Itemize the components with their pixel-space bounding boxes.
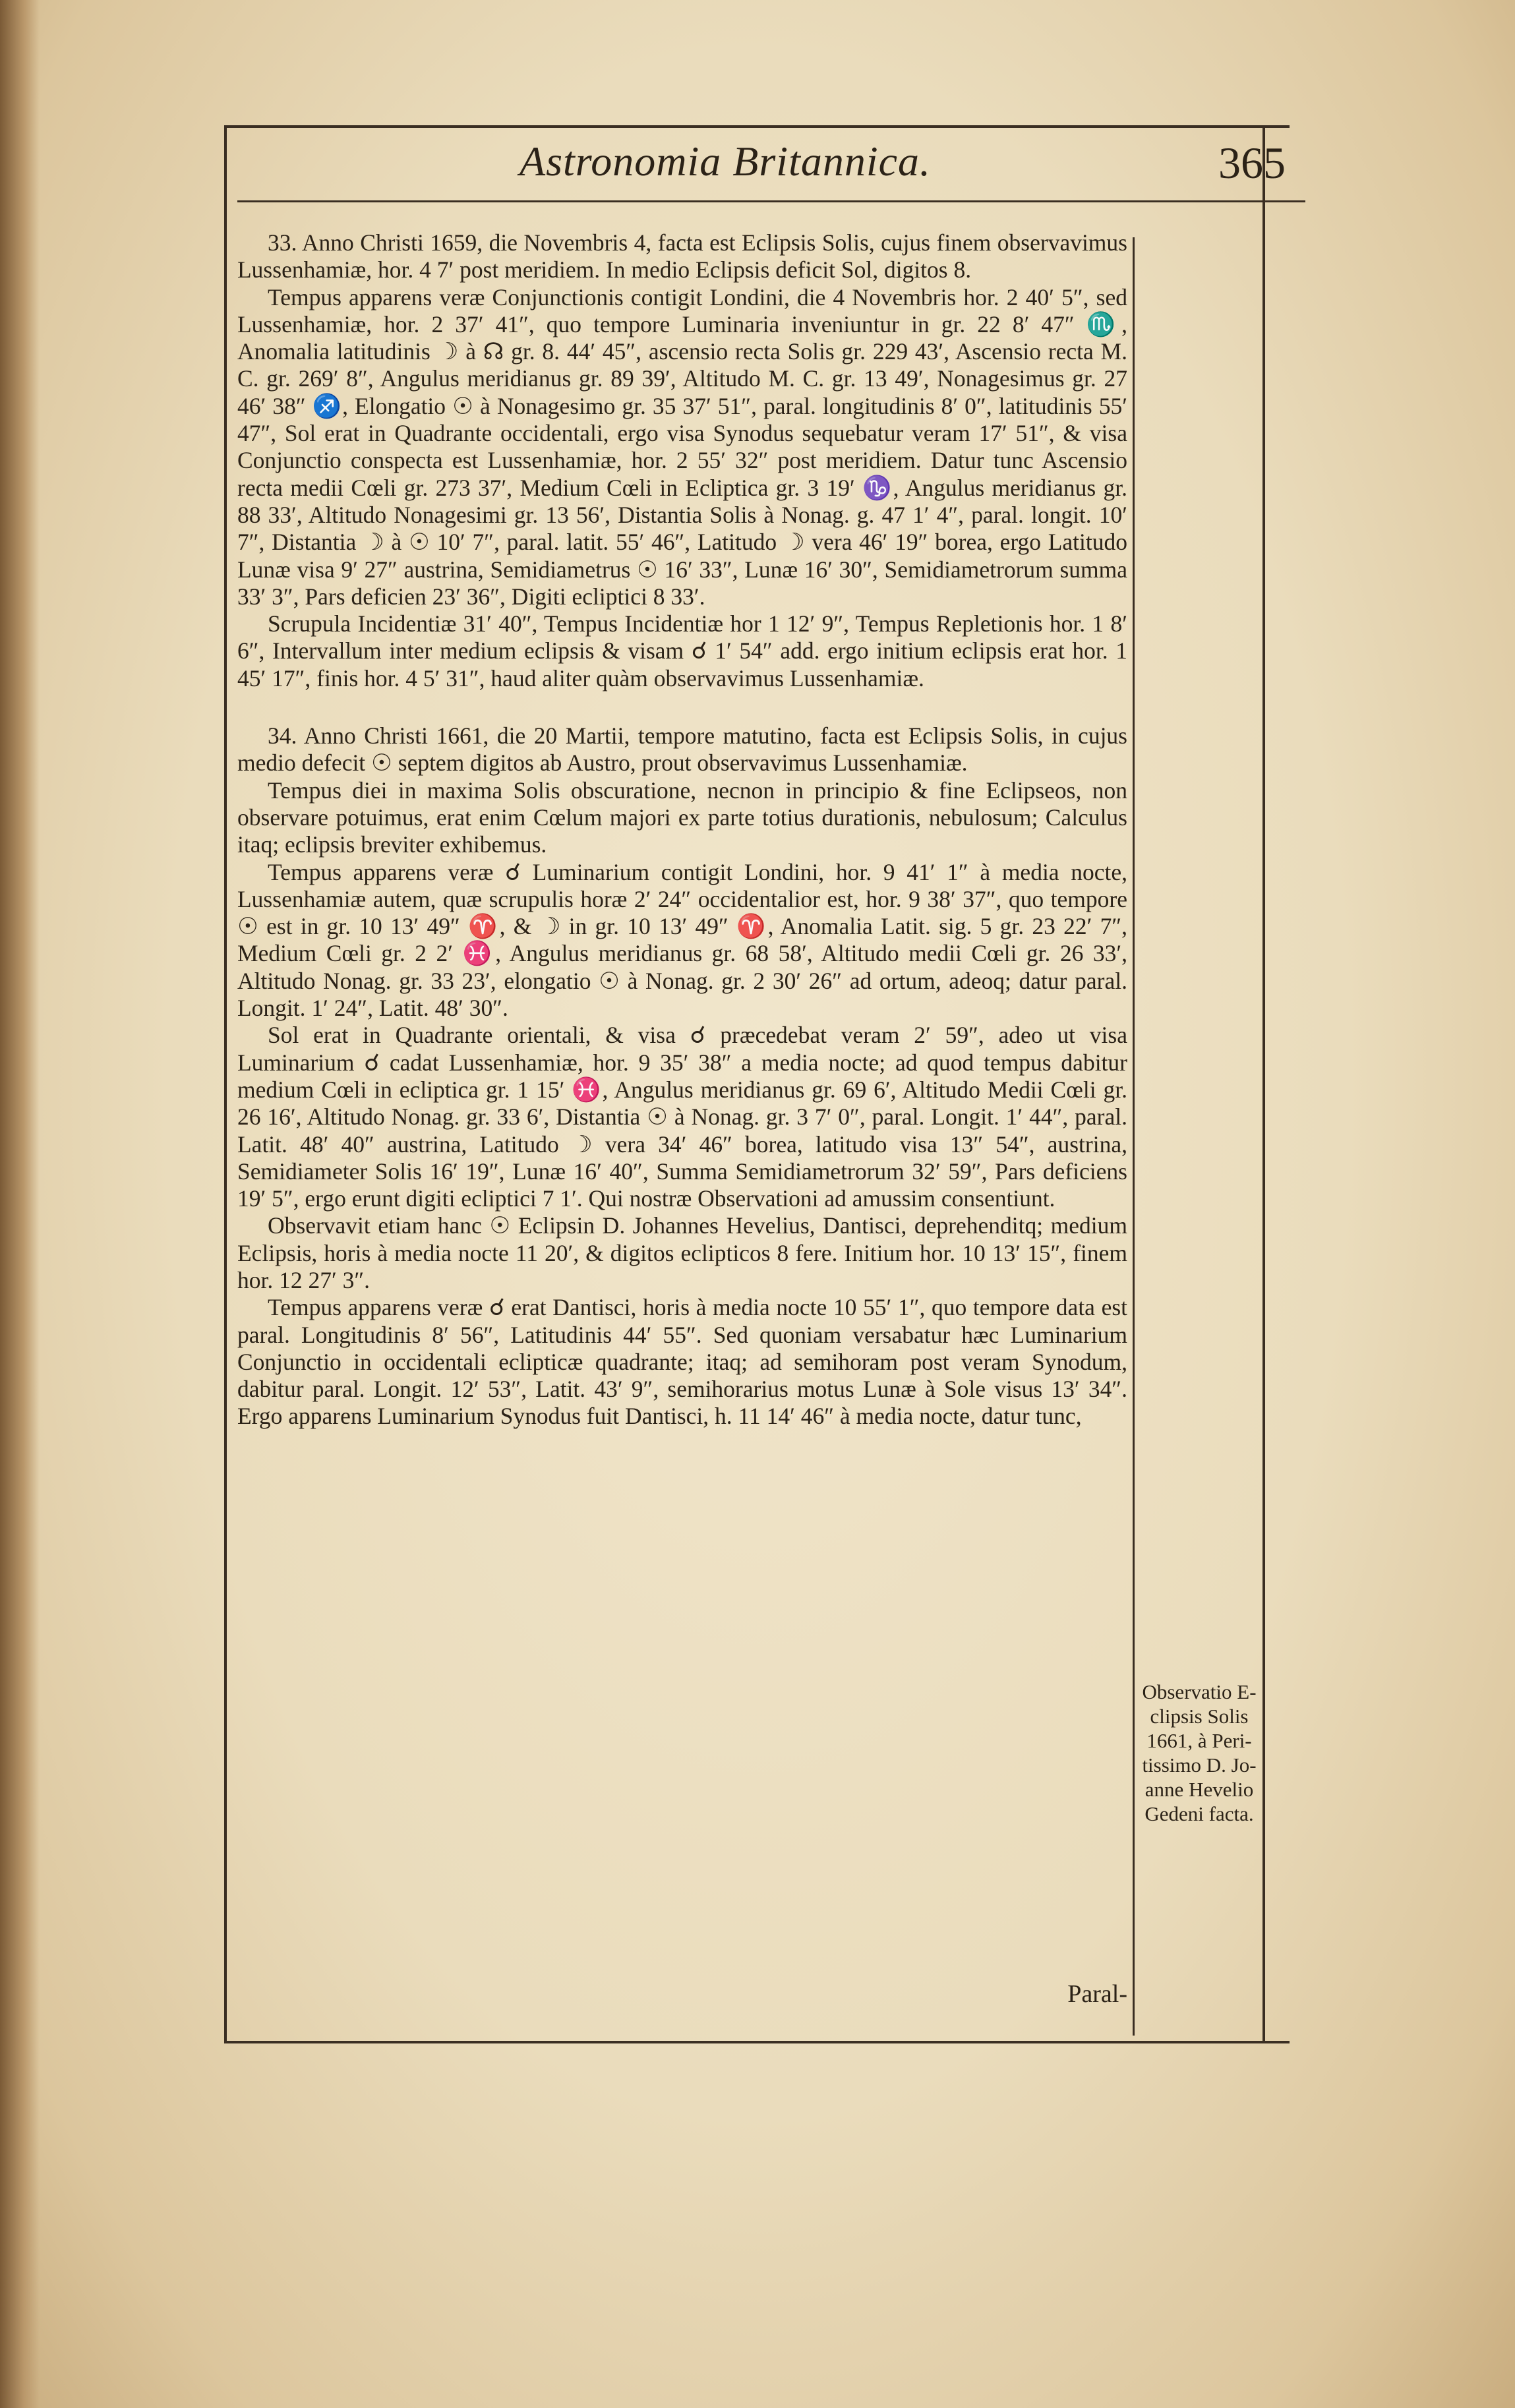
paragraph: Sol erat in Quadrante orientali, & visa ☌ præcedebat veram 2′ 59″, adeo ut visa Luminarium ☌ cadat Lussenhamiæ, hor. 9 35′ 38″ a media nocte; ad quod tempus dabitur medium Cœli in ecliptica gr. 1 15′ ♓, Angulus meridianus gr. 69 6′, Altitudo Medii Cœli gr. 26 16′, Altitudo Nonag. gr. 33 6′, Distantia ☉ à Nonag. gr. 3 7′ 0″, paral. Longit. 1′ 44″, paral. Latit. 48′ 40″ austrina, Latitudo ☽ vera 34′ 46″ borea, latitudo visa 13″ 54″, austrina, Semidiameter Solis 16′ 19″, Lunæ 16′ 40″, Summa Semidiametrorum 32′ 59″, Pars deficiens 19′ 5″, ergo erunt digiti ecliptici 7 1′. Qui nostræ Observationi ad amussim consentiunt. xyxy=(237,1022,1127,1212)
paragraph: Tempus apparens veræ ☌ Luminarium contigit Londini, hor. 9 41′ 1″ à media nocte, Lussenhamiæ autem, quæ scrupulis horæ 2′ 24″ occidentalior est, hor. 9 38′ 37″, quo tempore ☉ est in gr. 10 13′ 49″ ♈, & ☽ in gr. 10 13′ 49″ ♈, Anomalia Latit. sig. 5 gr. 23 22′ 7″, Medium Cœli gr. 2 2′ ♓, Angulus meridianus gr. 68 58′, Altitudo medii Cœli gr. 26 33′, Altitudo Nonag. gr. 33 23′, elongatio ☉ à Nonag. gr. 2 30′ 26″ ad ortum, adeoq; datur paral. Longit. 1′ 24″, Latit. 48′ 30″. xyxy=(237,858,1127,1022)
binding-gutter xyxy=(0,0,40,2408)
marginal-note-line: tissimo D. Jo- xyxy=(1142,1753,1257,1777)
paragraph: 34. Anno Christi 1661, die 20 Martii, tempore matutino, facta est Eclipsis Solis, in cujus medio defecit ☉ septem digitos ab Austro, prout observavimus Lussenhamiæ. xyxy=(237,722,1127,777)
marginal-note-line: Observatio E- xyxy=(1142,1680,1257,1703)
paragraph: Tempus apparens veræ ☌ erat Dantisci, horis à media nocte 10 55′ 1″, quo tempore data est paral. Longitudinis 8′ 56″, Latitudinis 44′ 55″. Sed quoniam versabatur hæc Luminarium Conjunctio in occidentali eclipticæ quadrante; itaq; ad semihoram post veram Synodum, dabitur paral. Longit. 12′ 53″, Latit. 43′ 9″, semihorarius motus Lunæ à Sole visus 13′ 34″. Ergo apparens Luminarium Synodus fuit Dantisci, h. 11 14′ 46″ à media nocte, datur tunc, xyxy=(237,1294,1127,1430)
marginal-note-line: anne Hevelio xyxy=(1144,1778,1254,1801)
paragraph: Tempus apparens veræ Conjunctionis contigit Londini, die 4 Novembris hor. 2 40′ 5″, sed Lussenhamiæ, hor. 2 37′ 41″, quo tempore Luminaria inveniuntur in gr. 22 8′ 47″ ♏, Anomalia latitudinis ☽ à ☊ gr. 8. 44′ 45″, ascensio recta Solis gr. 229 43′, Ascensio recta M. C. gr. 269′ 8″, Angulus meridianus gr. 89 39′, Altitudo M. C. gr. 13 49′, Nonagesimus gr. 27 46′ 38″ ♐, Elongatio ☉ à Nonagesimo gr. 35 37′ 51″, paral. longitudinis 8′ 0″, latitudinis 55′ 47″, Sol erat in Quadrante occidentali, ergo visa Synodus sequebatur veram 17′ 51″, & visa Conjunctio conspecta est Lussenhamiæ, hor. 2 55′ 32″ post meridiem. Datur tunc Ascensio recta medii Cœli gr. 273 37′, Medium Cœli in Ecliptica gr. 3 19′ ♑, Angulus meridianus gr. 88 33′, Altitudo Nonagesimi gr. 13 56′, Distantia Solis à Nonag. g. 47 1′ 4″, paral. longit. 10′ 7″, Distantia ☽ à ☉ 10′ 7″, paral. latit. 55′ 46″, Latitudo ☽ vera 46′ 19″ borea, ergo Latitudo Lunæ visa 9′ 27″ austrina, Semidiametrus ☉ 16′ 33″, Lunæ 16′ 30″, Semidiametrorum summa 33′ 3″, Pars deficien 23′ 36″, Digiti ecliptici 8 33′. xyxy=(237,283,1127,610)
marginal-note-line: Gedeni facta. xyxy=(1144,1802,1254,1825)
paragraph: Scrupula Incidentiæ 31′ 40″, Tempus Incidentiæ hor 1 12′ 9″, Tempus Repletionis hor. 1 8′ 6″, Intervallum inter medium eclipsis & visam ☌ 1′ 54″ add. ergo initium eclipsis erat hor. 1 45′ 17″, finis hor. 4 5′ 31″, haud aliter quàm observavimus Lussenhamiæ. xyxy=(237,610,1127,691)
paragraph: 33. Anno Christi 1659, die Novembris 4, facta est Eclipsis Solis, cujus finem observavimus Lussenhamiæ, hor. 4 7′ post meridiem. In medio Eclipsis deficit Sol, digitos 8. xyxy=(237,229,1127,283)
catchword: Paral- xyxy=(1067,1980,1127,2008)
paragraph: Observavit etiam hanc ☉ Eclipsin D. Johannes Hevelius, Dantisci, deprehenditq; medium Eclipsis, horis à media nocte 11 20′, & digitos eclipticos 8 fere. Initium hor. 10 13′ 15″, finem hor. 12 27′ 3″. xyxy=(237,1212,1127,1293)
body-text xyxy=(237,229,1127,1430)
marginal-note-line: 1661, à Peri- xyxy=(1146,1729,1252,1752)
running-title: Astronomia Britannica. xyxy=(519,138,932,185)
page-number: 365 xyxy=(1218,138,1286,188)
paragraph: Tempus diei in maxima Solis obscuratione, necnon in principio & fine Eclipseos, non observare potuimus, erat enim Cœlum majori ex parte totius durationis, nebulosum; Calculus itaq; eclipsis breviter exhibemus. xyxy=(237,777,1127,858)
marginal-note xyxy=(1125,1680,1274,1826)
marginal-note-line: clipsis Solis xyxy=(1150,1705,1249,1728)
section-gap xyxy=(237,692,1127,722)
header-rule xyxy=(237,200,1305,202)
